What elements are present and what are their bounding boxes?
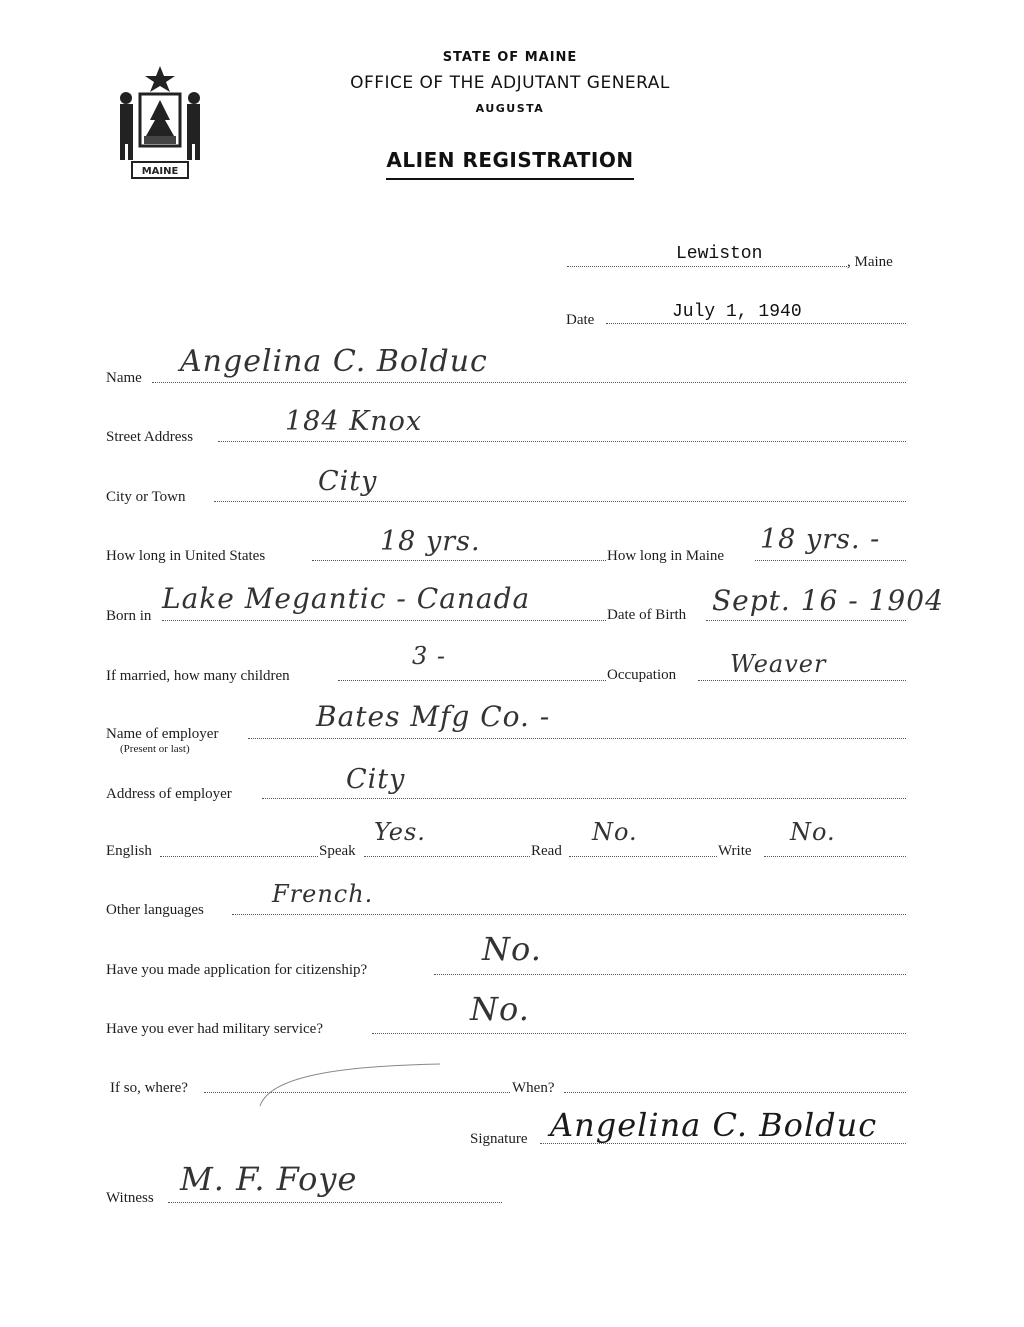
witness-line [168, 1202, 502, 1203]
years-us-label: How long in United States [106, 548, 266, 564]
children-label: If married, how many children [106, 668, 290, 684]
other-languages-line [232, 914, 906, 915]
years-us-line [312, 560, 606, 561]
employer-address-line [262, 798, 906, 799]
citizenship-line [434, 974, 906, 975]
military-value: No. [470, 990, 530, 1028]
occupation-value: Weaver [730, 650, 827, 678]
name-value: Angelina C. Bolduc [180, 344, 488, 379]
birth-date-label: Date of Birth [607, 607, 687, 623]
pencil-mark [250, 1056, 450, 1116]
years-maine-label: How long in Maine [607, 548, 725, 564]
born-in-value: Lake Megantic - Canada [162, 582, 531, 615]
other-languages-value: French. [272, 880, 374, 908]
witness-value: M. F. Foye [180, 1160, 358, 1198]
location-value: Lewiston [676, 244, 763, 264]
born-in-line [162, 620, 606, 621]
read-line [569, 856, 717, 857]
street-line [218, 441, 906, 442]
employer-address-label: Address of employer [106, 786, 232, 802]
employer-sublabel: (Present or last) [120, 743, 190, 755]
years-maine-line [755, 560, 906, 561]
military-label: Have you ever had military service? [106, 1021, 323, 1037]
speak-label: Speak [319, 843, 356, 859]
office-heading: OFFICE OF THE ADJUTANT GENERAL [350, 73, 670, 93]
city-heading: AUGUSTA [475, 102, 545, 115]
military-line [372, 1033, 906, 1034]
years-maine-value: 18 yrs. - [760, 524, 881, 555]
write-value: No. [790, 818, 836, 846]
write-label: Write [718, 843, 752, 859]
employer-value: Bates Mfg Co. - [316, 700, 551, 733]
location-line [567, 266, 847, 267]
employer-label: Name of employer [106, 726, 219, 742]
speak-value: Yes. [374, 818, 426, 846]
english-line [160, 856, 318, 857]
seal-banner-text: MAINE [141, 166, 179, 177]
when-line [564, 1092, 906, 1093]
children-value: 3 - [412, 642, 447, 670]
birth-date-line [706, 620, 906, 621]
city-line [214, 501, 906, 502]
speak-line [364, 856, 530, 857]
location-suffix: , Maine [847, 254, 893, 270]
employer-line [248, 738, 906, 739]
citizenship-value: No. [482, 930, 542, 968]
when-label: When? [512, 1080, 555, 1096]
birth-date-value: Sept. 16 - 1904 [712, 584, 944, 617]
name-label: Name [106, 370, 142, 386]
years-us-value: 18 yrs. [380, 526, 481, 557]
name-line [152, 382, 906, 383]
citizenship-label: Have you made application for citizenship? [106, 962, 368, 978]
city-label: City or Town [106, 489, 186, 505]
born-in-label: Born in [106, 608, 152, 624]
read-value: No. [592, 818, 638, 846]
date-line [606, 323, 906, 324]
read-label: Read [531, 843, 562, 859]
date-label: Date [566, 312, 595, 328]
occupation-line [698, 680, 906, 681]
write-line [764, 856, 906, 857]
witness-label: Witness [106, 1190, 154, 1206]
employer-address-value: City [346, 764, 406, 795]
other-languages-label: Other languages [106, 902, 204, 918]
form-title: ALIEN REGISTRATION [330, 148, 690, 172]
city-value: City [318, 466, 378, 497]
where-label: If so, where? [110, 1080, 188, 1096]
signature-value: Angelina C. Bolduc [550, 1106, 878, 1144]
signature-label: Signature [470, 1131, 528, 1147]
state-of-maine-seal [110, 64, 210, 186]
street-label: Street Address [106, 429, 194, 445]
children-line [338, 680, 606, 681]
english-label: English [106, 843, 152, 859]
occupation-label: Occupation [607, 667, 677, 683]
state-heading: STATE OF MAINE [442, 50, 578, 65]
street-value: 184 Knox [285, 406, 423, 437]
date-value: July 1, 1940 [672, 302, 802, 322]
